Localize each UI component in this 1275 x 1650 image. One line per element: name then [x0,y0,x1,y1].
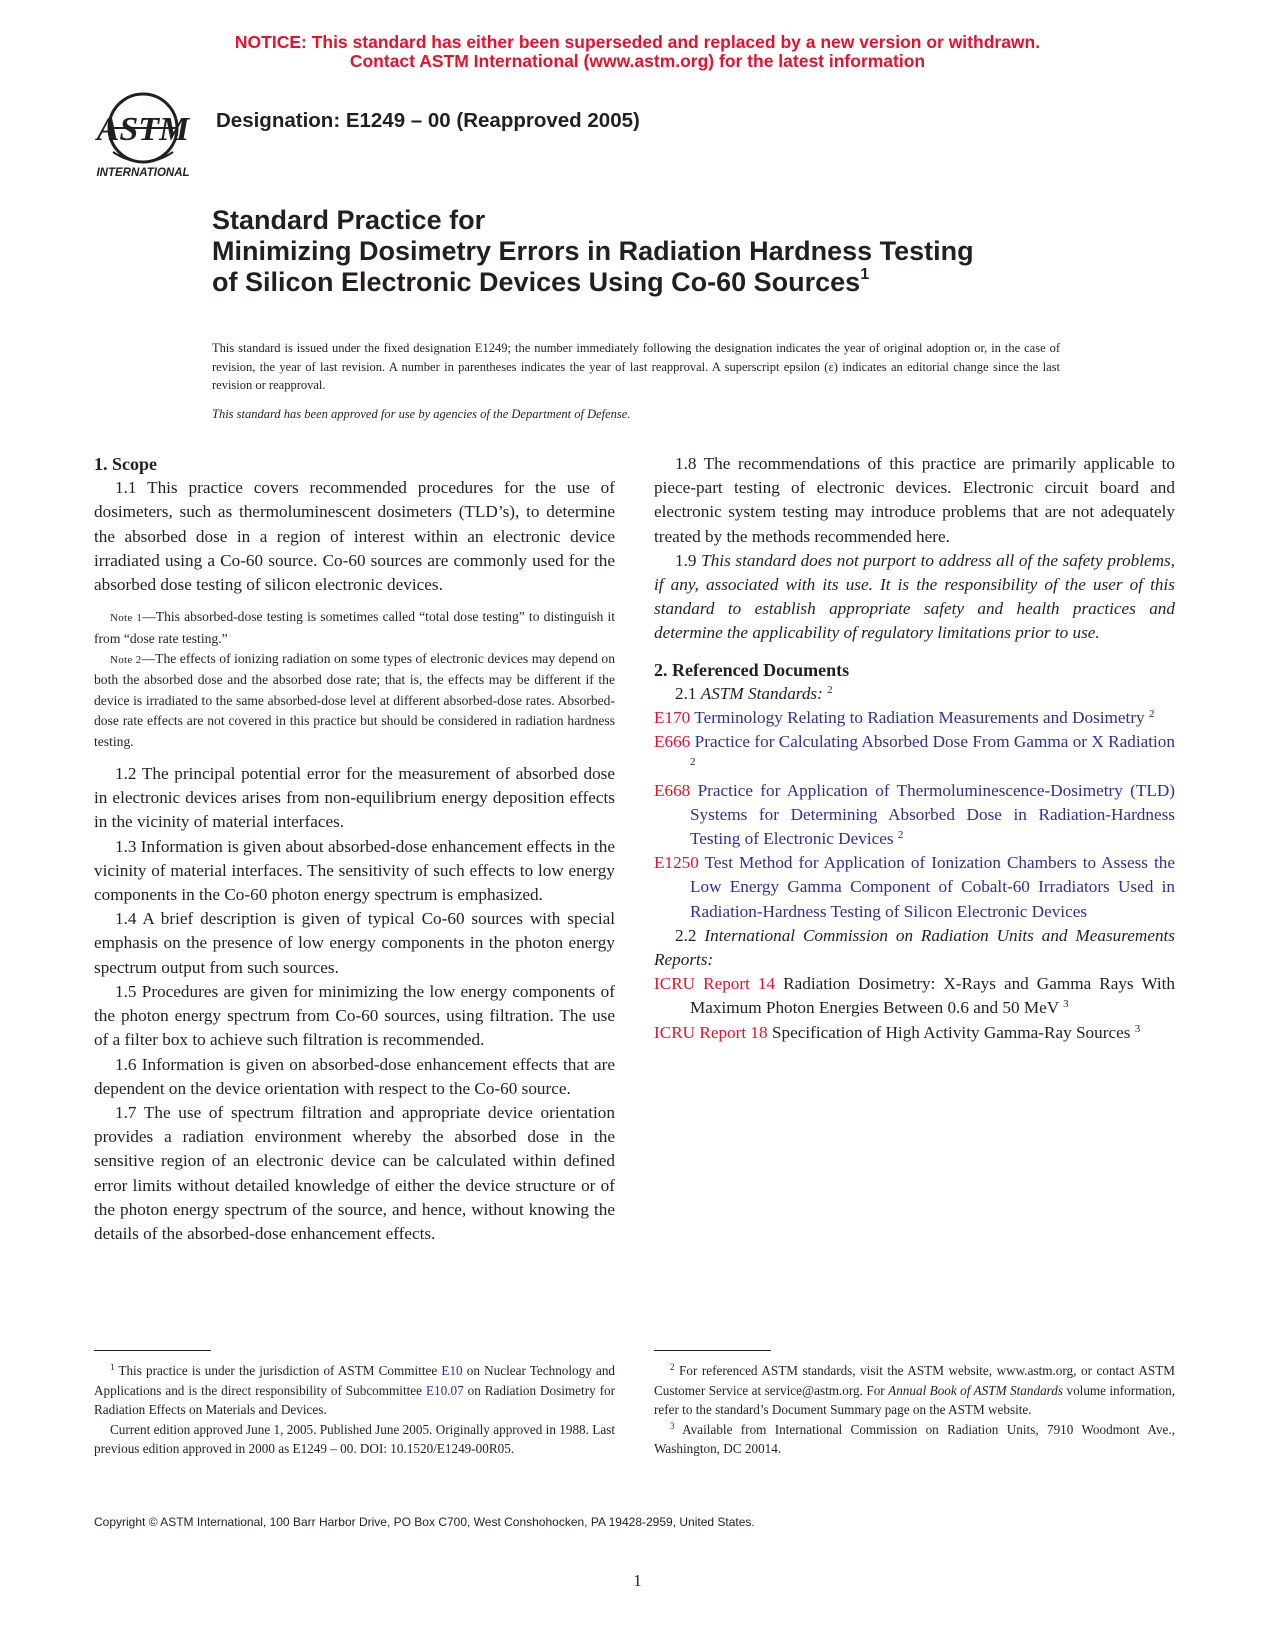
logo-caption: INTERNATIONAL [96,167,190,179]
footnotes-right [654,1361,1175,1459]
reference-footnote-mark: 2 [897,829,904,842]
footnote-1-edition: Current edition approved June 1, 2005. Published June 2005. Originally approved in 1988. Last previous edition approved in 2000 as E1249 – 00. DOI: 10.1520/E1249-00R05. [94,1421,615,1456]
paragraph-1-7: 1.7 The use of spectrum filtration and appropriate device orientation provides a radiation environment whereby the absorbed dose in the sensitive region of an electronic device can be calculated within defined error limits without detailed knowledge of either the device structure or of the photon energy spectrum of the source, and hence, without knowing the details of the absorbed-dose enhancement effects. [94,1102,615,1243]
icru-reference-list [654,972,1175,1045]
reference-code[interactable]: ICRU Report 18 [654,1022,768,1042]
title-line-1: Standard Practice for [212,205,486,235]
astm-reference-item[interactable] [654,730,1175,778]
astm-reference-item[interactable] [654,706,1175,730]
superseded-notice [0,33,1275,71]
reference-footnote-mark: 3 [1063,998,1069,1011]
link-e10[interactable]: E10 [441,1363,463,1378]
note-2-label: Note 2 [110,654,142,667]
section-heading-scope: 1. Scope [94,454,157,474]
copyright-line: Copyright © ASTM International, 100 Barr Harbor Drive, PO Box C700, West Conshohocken, PA 19428-2959, United States. [94,1515,755,1529]
issuance-statement: This standard is issued under the fixed designation E1249; the number immediately following the designation indicates the year of original adoption or, in the case of revision, the year of last revision. A number in parentheses indicates the year of last reapproval. A superscript epsilon (ε) indicates an editorial change since the last revision or reapproval. [212,341,1060,392]
page-number: 1 [633,1571,642,1590]
astm-reference-item[interactable] [654,851,1175,924]
title-line-3: of Silicon Electronic Devices Using Co-60 Sources$^1$ [212,266,870,297]
astm-reference-item[interactable] [654,779,1175,852]
icru-reference-item[interactable] [654,1021,1175,1045]
note-1: Note 1—This absorbed-dose testing is sometimes called “total dose testing” to distinguish it from “dose rate testing.” [94,609,615,646]
paragraph-1-8: 1.8 The recommendations of this practice are primarily applicable to piece-part testing of electronic devices. Electronic circuit board and electronic system testing may introduce problems that are not adequately treated by the methods recommended here. [654,454,1175,546]
title-line-2: Minimizing Dosimetry Errors in Radiation Hardness Testing [212,236,974,266]
reference-code[interactable]: ICRU Report 14 [654,974,776,994]
right-column [654,452,1175,1045]
notice-line-1: NOTICE: This standard has either been superseded and replaced by a new version or withdrawn. [234,32,1041,52]
reference-title[interactable]: Practice for Application of Thermoluminescence-Dosimetry (TLD) Systems for Determining Absorbed Dose in Radiation-Hardness Testing of Electronic Devices [690,780,1175,849]
link-e10-07[interactable]: E10.07 [425,1382,464,1398]
reference-title: Radiation Dosimetry: X-Rays and Gamma Rays With Maximum Photon Energies Between 0.6 and 50 MeV [690,974,1176,1018]
reference-footnote-mark: 2 [690,756,696,769]
designation: Designation: E1249 – 00 (Reapproved 2005) [216,109,640,132]
astm-reference-list [654,706,1175,924]
reference-code[interactable]: E170 [654,708,691,728]
paragraph-1-1: 1.1 This practice covers recommended procedures for the use of dosimeters, such as thermoluminescent dosimeters (TLD’s), to determine the absorbed dose in a region of interest within an electronic device irradiated using a Co-60 source. Co-60 sources are commonly used for the absorbed dose testing of silicon electronic devices. [94,478,615,595]
paragraph-1-6: 1.6 Information is given on absorbed-dose enhancement effects that are dependent on the device orientation with respect to the Co-60 source. [94,1054,615,1098]
subsection-2-1: 2.1 ASTM Standards: $^2$ [675,683,833,703]
reference-title[interactable]: Terminology Relating to Radiation Measurements and Dosimetry [694,708,1145,728]
subsection-2-2: 2.2 International Commission on Radiation Units and Measurements Reports: [654,925,1176,970]
reference-title: Specification of High Activity Gamma-Ray Sources [771,1022,1131,1042]
reference-code[interactable]: E668 [654,780,691,800]
reference-title[interactable]: Test Method for Application of Ionization Chambers to Assess the Low Energy Gamma Component of Cobalt-60 Irradiators Used in Radiation-Hardness Testing of Silicon Electronic Devices [690,853,1175,921]
reference-footnote-mark: 2 [1148,708,1155,721]
left-column [94,452,615,1243]
paragraph-1-5: 1.5 Procedures are given for minimizing the low energy components of the photon energy spectrum from Co-60 sources, using filtration. The use of a filter box to achieve such filtration is recommended. [94,981,615,1050]
footnote-2: $^2$ For referenced ASTM standards, visit the ASTM website, www.astm.org, or contact ASTM Customer Service at service@astm.org. For Annual Book of ASTM Standards volume information, refer to the standard’s Document Summary page on the ASTM website. [654,1362,1176,1417]
paragraph-1-3: 1.3 Information is given about absorbed-dose enhancement effects in the vicinity of material interfaces. The sensitivity of such effects to low energy components in the Co-60 photon energy spectrum is emphasized. [94,836,615,905]
footnote-1: $^1$ This practice is under the jurisdiction of ASTM Committee E10 on Nuclear Technology and Applications and is the direct responsibility of Subcommittee E10.07 on Radiation Dosimetry for Radiation Effects on Materials and Devices. [94,1362,616,1417]
reference-code[interactable]: E1250 [654,853,699,873]
paragraph-1-2: 1.2 The principal potential error for the measurement of absorbed dose in electronic devices arises from non-equilibrium energy deposition effects in the vicinity of material interfaces. [94,764,615,832]
reference-code[interactable]: E666 [654,732,691,752]
reference-title[interactable]: Practice for Calculating Absorbed Dose From Gamma or X Radiation [694,732,1175,752]
footnotes-left [94,1361,615,1459]
note-2: Note 2—The effects of ionizing radiation on some types of electronic devices may depend on both the absorbed dose and the absorbed dose rate; that is, the effects may be different if the device is irradiated to the same absorbed-dose level at different absorbed-dose rates. Absorbed-dose rate effects are not covered in this practice but should be considered in radiation hardness testing. [94,651,615,749]
astm-international-logo-icon [93,88,197,180]
dod-approval-statement: This standard has been approved for use by agencies of the Department of Defense. [212,407,631,421]
notice-line-2: Contact ASTM International (www.astm.org) for the latest information [349,51,926,71]
note-1-label: Note 1 [110,612,143,625]
paragraph-1-4: 1.4 A brief description is given of typical Co-60 sources with special emphasis on the presence of low energy components in the photon energy spectrum output from such sources. [94,909,615,977]
title-footnote-mark[interactable]: 1 [860,266,870,283]
paragraph-1-9: 1.9 This standard does not purport to address all of the safety problems, if any, associated with its use. It is the responsibility of the user of this standard to establish appropriate safety and health practices and determine the applicability of regulatory limitations prior to use. [654,550,1175,643]
footnote-rule-left [94,1350,211,1351]
document-title [212,205,1142,298]
footnote-rule-right [654,1350,771,1351]
footnote-3: $^3$ Available from International Commission on Radiation Units, 7910 Woodmont Ave., Washington, DC 20014. [654,1420,1175,1456]
logo-letters: ASTM [96,111,190,148]
icru-reference-item[interactable] [654,972,1175,1020]
reference-footnote-mark: 3 [1134,1022,1141,1035]
section-heading-referenced-documents: 2. Referenced Documents [654,659,850,680]
